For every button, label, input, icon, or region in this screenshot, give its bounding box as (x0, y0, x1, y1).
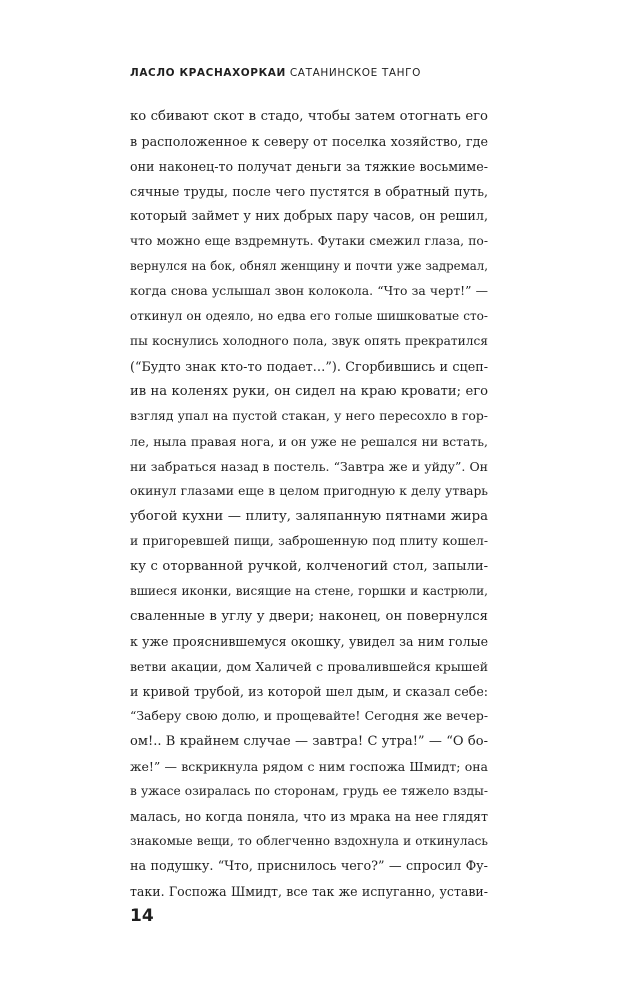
text-line: и пригоревшей пищи, заброшенную под плиту кошел- (130, 534, 488, 548)
text-line: сваленные в углу у двери; наконец, он повернулся (130, 609, 488, 624)
text-line: ку с оторванной ручкой, колченогий стол, запыли- (130, 559, 488, 574)
text-line: вернулся на бок, обнял женщину и почти уже задремал, (130, 259, 488, 273)
text-line: пы коснулись холодного пола, звук опять прекратился (130, 334, 488, 348)
text-line: ни забраться назад в постель. “Завтра же и уйду”. Он (130, 459, 488, 474)
text-line: ле, ныла правая нога, и он уже не решался ни встать, (130, 434, 488, 449)
text-line: убогой кухни — плиту, заляпанную пятнами жира (130, 509, 488, 524)
body-text (130, 104, 488, 904)
text-line: “Заберу свою долю, и прощевайте! Сегодня же вечер- (130, 709, 488, 723)
text-line: взгляд упал на пустой стакан, у него пересохло в гор- (130, 409, 488, 423)
text-line: в ужасе озиралась по сторонам, грудь ее тяжело взды- (130, 784, 488, 798)
text-line: который займет у них добрых пару часов, он решил, (130, 209, 488, 224)
text-line: они наконец-то получат деньги за тяжкие восьмиме- (130, 159, 488, 174)
text-line: и кривой трубой, из которой шел дым, и сказал себе: (130, 684, 488, 699)
text-line: знакомые вещи, то облегченно вздохнула и откинулась (130, 834, 488, 848)
text-line: таки. Госпожа Шмидт, все так же испуганно, устави- (130, 884, 488, 899)
text-line: малась, но когда поняла, что из мрака на нее глядят (130, 809, 488, 824)
text-line: ветви акации, дом Халичей с провалившейся крышей (130, 659, 488, 674)
running-head (130, 67, 421, 79)
text-line: что можно еще вздремнуть. Футаки смежил глаза, по- (130, 234, 488, 248)
text-line: ко сбивают скот в стадо, чтобы затем отогнать его (130, 109, 488, 124)
text-line: ом!.. В крайнем случае — завтра! С утра!” — “О бо- (130, 734, 488, 749)
page-number: 14 (130, 906, 154, 926)
text-line: ив на коленях руки, он сидел на краю кровати; его (130, 384, 488, 399)
text-line: вшиеся иконки, висящие на стене, горшки и кастрюли, (130, 584, 488, 598)
text-line: окинул глазами еще в целом пригодную к делу утварь (130, 484, 488, 498)
text-line: (“Будто знак кто-то подает…”). Сгорбившись и сцеп- (130, 359, 488, 374)
running-head-book-title: САТАНИНСКОЕ ТАНГО (289, 67, 421, 79)
text-line: на подушку. “Что, приснилось чего?” — спросил Фу- (130, 859, 488, 874)
running-head-author: ЛАСЛО КРАСНАХОРКАИ (130, 67, 286, 79)
text-line: же!” — вскрикнула рядом с ним госпожа Шмидт; она (130, 759, 488, 774)
text-line: сячные труды, после чего пустятся в обратный путь, (130, 184, 488, 199)
text-line: когда снова услышал звон колокола. “Что за черт!” — (130, 284, 488, 298)
text-line: к уже прояснившемуся окошку, увидел за ним голые (130, 634, 488, 649)
text-line: откинул он одеяло, но едва его голые шишковатые сто- (130, 309, 488, 323)
text-line: в расположенное к северу от поселка хозяйство, где (130, 134, 488, 149)
